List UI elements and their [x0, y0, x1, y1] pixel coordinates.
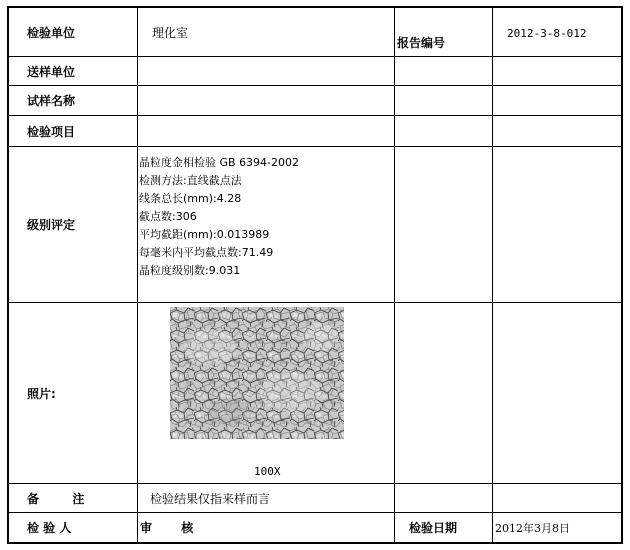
sender-label: 送样单位 — [27, 64, 76, 79]
inspect-item-value-cell — [137, 115, 395, 147]
row2-cell-4 — [492, 56, 622, 86]
grade-label: 级别评定 — [27, 218, 76, 232]
report-no-label: 报告编号 — [397, 36, 446, 50]
reviewer-label: 审 核 — [140, 521, 194, 535]
row7-cell-4 — [492, 483, 622, 513]
report-no-value-cell — [492, 7, 622, 57]
remark-label-cell — [8, 483, 138, 513]
inspect-unit-value-cell — [137, 7, 395, 57]
remark-label: 备 注 — [27, 491, 85, 506]
micrograph-image — [170, 307, 344, 439]
report-table — [7, 6, 623, 544]
sender-label-cell — [8, 56, 138, 86]
grade-line: 晶粒度金相检验 GB 6394-2002 — [139, 156, 300, 169]
row3-cell-4 — [492, 85, 622, 116]
sample-name-label: 试样名称 — [27, 94, 76, 108]
grade-label-cell — [8, 146, 138, 303]
inspect-item-label-cell — [8, 115, 138, 147]
grade-value-cell — [137, 146, 395, 303]
inspect-unit-value: 理化室 — [152, 25, 189, 40]
report-no-value: 2012-3-8-012 — [507, 27, 587, 40]
inspect-unit-label: 检验单位 — [27, 25, 76, 40]
row3-cell-3 — [394, 85, 493, 116]
sample-name-label-cell — [8, 85, 138, 116]
inspect-date-label-cell — [394, 512, 493, 543]
inspect-date-value: 2012年3月8日 — [495, 521, 570, 535]
inspector-label: 检 验 人 — [27, 521, 72, 535]
inspect-date-label: 检验日期 — [409, 521, 458, 535]
photo-label-cell — [8, 302, 138, 484]
row5-cell-3 — [394, 146, 493, 303]
row4-cell-3 — [394, 115, 493, 147]
row4-cell-4 — [492, 115, 622, 147]
row7-cell-3 — [394, 483, 493, 513]
sample-name-value-cell — [137, 85, 395, 116]
inspect-date-value-cell — [492, 512, 622, 543]
grade-line: 截点数:306 — [139, 210, 197, 223]
grade-line: 晶粒度级别数:9.031 — [139, 264, 241, 277]
reviewer-label-cell — [137, 512, 395, 543]
remark-value-cell — [137, 483, 395, 513]
grade-line: 每毫米内平均截点数:71.49 — [139, 246, 274, 259]
grade-line: 线条总长(mm):4.28 — [139, 192, 242, 205]
inspect-unit-label-cell — [8, 7, 138, 57]
sender-value-cell — [137, 56, 395, 86]
grade-lines — [139, 154, 299, 280]
row5-cell-4 — [492, 146, 622, 303]
row6-cell-3 — [394, 302, 493, 484]
magnification-label: 100X — [254, 465, 281, 478]
inspector-label-cell — [8, 512, 138, 543]
row6-cell-4 — [492, 302, 622, 484]
photo-label: 照片: — [27, 386, 56, 401]
report-no-label-cell — [394, 7, 493, 57]
remark-value: 检验结果仅指来样而言 — [150, 491, 271, 506]
grade-line: 平均截距(mm):0.013989 — [139, 228, 270, 241]
grade-line: 检测方法:直线截点法 — [139, 174, 242, 187]
inspect-item-label: 检验项目 — [27, 124, 76, 139]
row2-cell-3 — [394, 56, 493, 86]
